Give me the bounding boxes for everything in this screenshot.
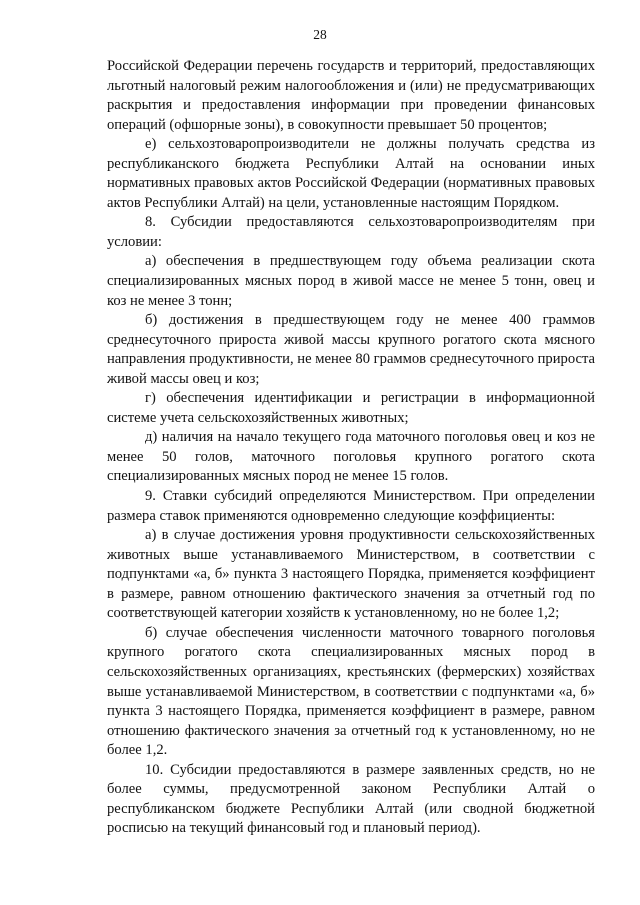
paragraph-9-item-b: б) случае обеспечения численности маточного товарного поголовья крупного рогатого скота специализированных мясных пород в сельскохозяйственных организациях, крестьянских (фермерских) хозяйствах выше устанавливаемой Министерством, в соответствии с подпунктами «а, б» пункта 3 настоящего Порядка, применяется коэффициент в размере, равном отношению фактического значения за отчетный год к установленному, но не более 1,2. [107,624,595,759]
paragraph-8-conditions: 8. Субсидии предоставляются сельхозтоваропроизводителям при условии: [107,214,595,250]
page-number: 28 [313,27,327,42]
paragraph-8-item-d: д) наличия на начало текущего года маточного поголовья овец и коз не менее 50 голов, маточного поголовья крупного рогатого скота специализированных мясных пород не менее 15 голов. [107,429,595,485]
paragraph-8-item-g: г) обеспечения идентификации и регистрации в информационной системе учета сельскохозяйственных животных; [107,390,595,426]
paragraph-9-rates: 9. Ставки субсидий определяются Министерством. При определении размера ставок применяются одновременно следующие коэффициенты: [107,488,595,524]
paragraph-8-item-b: б) достижения в предшествующем году не менее 400 граммов среднесуточного прироста живой массы крупного рогатого скота мясного направления продуктивности, не менее 80 граммов среднесуточного прироста живой массы овец и коз; [107,312,595,387]
paragraph-10-amount: 10. Субсидии предоставляются в размере заявленных средств, но не более суммы, предусмотренной законом Республики Алтай о республиканском бюджете Республики Алтай (или сводной бюджетной росписью на текущий финансовый год и плановый период). [107,761,595,837]
document-body [107,57,595,839]
paragraph-8-item-a: а) обеспечения в предшествующем году объема реализации скота специализированных мясных пород в живой массе не менее 5 тонн, овец и коз не менее 3 тонн; [107,253,595,309]
paragraph-9-item-a: а) в случае достижения уровня продуктивности сельскохозяйственных животных выше устанавливаемого Министерством, в соответствии с подпунктами «а, б» пункта 3 настоящего Порядка, применяется коэффициент в размере, равном отношению фактического значения за отчетный год по соответствующей категории хозяйств к установленному, но не более 1,2; [107,527,595,622]
paragraph-offshore-continuation: Российской Федерации перечень государств и территорий, предоставляющих льготный налоговый режим налогообложения и (или) не предусматривающих раскрытия и предоставления информации при проведении финансовых операций (офшорные зоны), в совокупности превышает 50 процентов; [107,58,595,133]
paragraph-item-e: е) сельхозтоваропроизводители не должны получать средства из республиканского бюджета Республики Алтай на основании иных нормативных правовых актов Российской Федерации (нормативных правовых актов Республики Алтай) на цели, установленные настоящим Порядком. [107,136,595,211]
